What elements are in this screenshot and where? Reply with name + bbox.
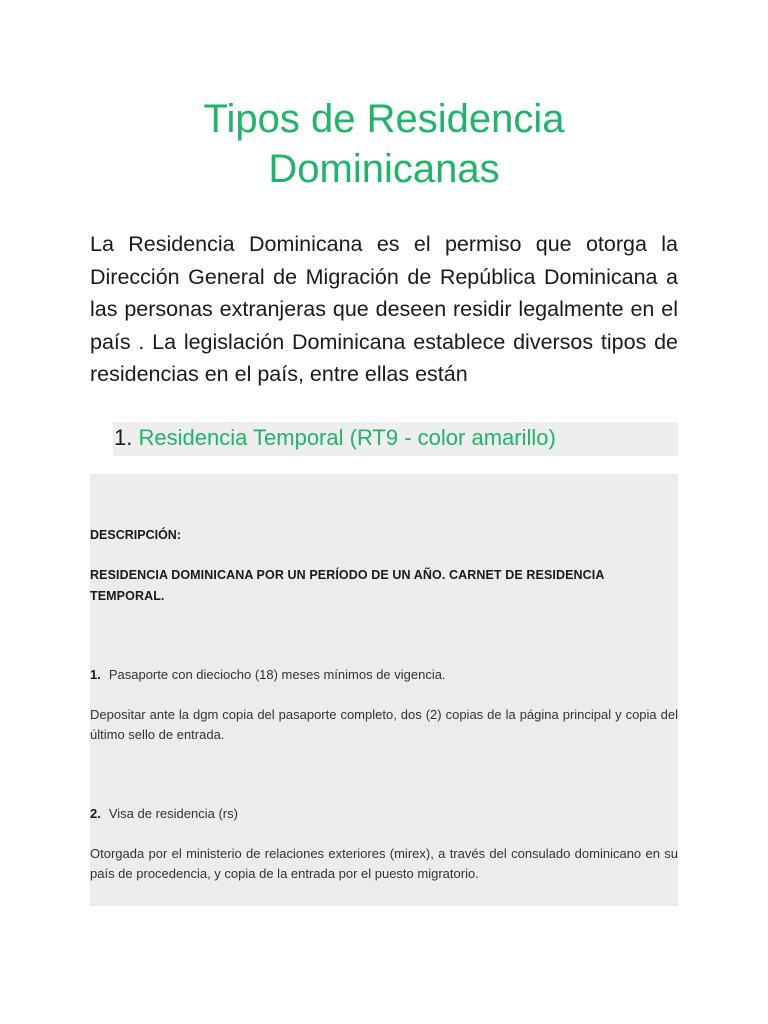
- requirement-number: 1.: [90, 667, 101, 682]
- requirement-item: [90, 665, 678, 685]
- section-title: Residencia Temporal (RT9 - color amarillo): [132, 425, 556, 450]
- intro-paragraph: La Residencia Dominicana es el permiso que otorga la Dirección General de Migración de República Dominicana a las personas extranjeras que deseen residir legalmente en el país . La legislación Dominicana establece diversos tipos de residencias en el país, entre ellas están: [90, 232, 678, 386]
- requirement-item: [90, 804, 678, 824]
- description-label: DESCRIPCIÓN:: [90, 528, 181, 542]
- requirement-detail: Otorgada por el ministerio de relaciones exteriores (mirex), a través del consulado dominicano en su país de procedencia, y copia de la entrada por el puesto migratorio.: [90, 846, 678, 881]
- description-text: RESIDENCIA DOMINICANA POR UN PERÍODO DE UN AÑO. CARNET DE RESIDENCIA TEMPORAL.: [90, 568, 605, 603]
- requirement-title: Visa de residencia (rs): [108, 806, 238, 821]
- requirement-title: Pasaporte con dieciocho (18) meses mínimos de vigencia.: [108, 667, 446, 682]
- section-number: 1.: [114, 425, 133, 450]
- section-heading: [113, 422, 678, 456]
- page-title: Tipos de Residencia Dominicanas: [203, 97, 565, 191]
- requirement-number: 2.: [90, 806, 101, 821]
- requirement-detail: Depositar ante la dgm copia del pasaporte completo, dos (2) copias de la página principal y copia del último sello de entrada.: [90, 707, 678, 742]
